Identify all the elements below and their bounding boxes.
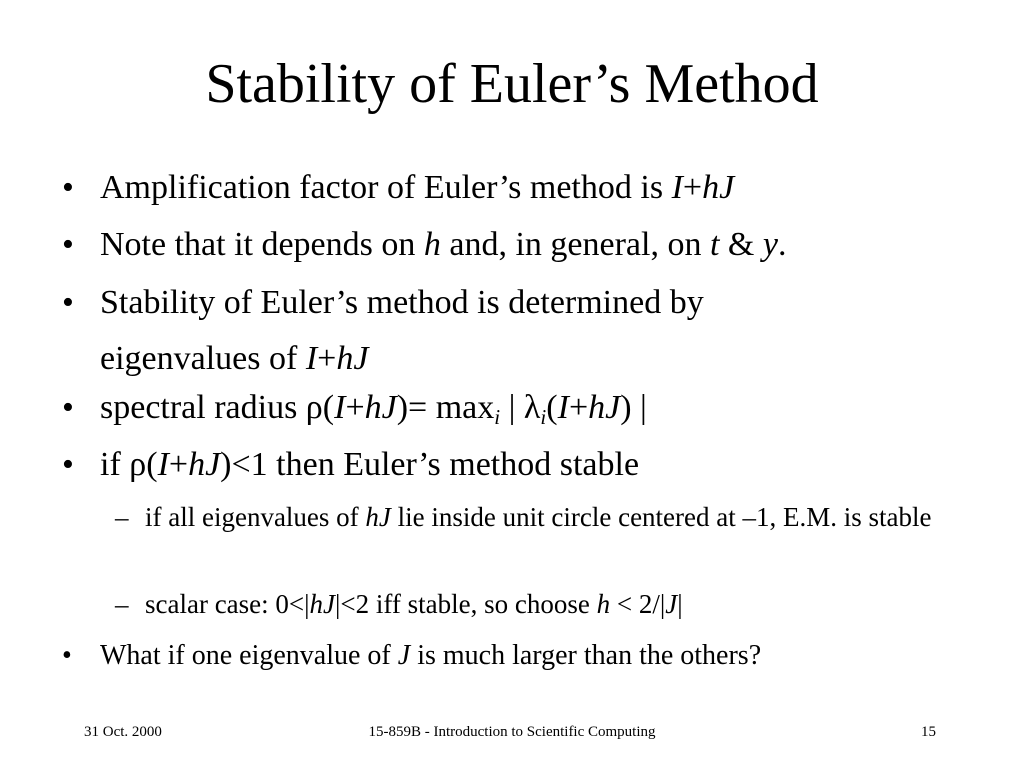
footer-course-title: 15-859B - Introduction to Scientific Computing [368, 724, 656, 740]
bullet-mark: • [62, 446, 74, 483]
sub-bullet-mark: – [115, 589, 129, 619]
footer-date: 31 Oct. 2000 [84, 724, 162, 740]
footer-page-number: 15 [921, 724, 936, 740]
sub-bullet-text: if all eigenvalues of hJ lie inside unit circle centered at –1, E.M. is stable [145, 502, 932, 532]
bullet-text: Stability of Euler’s method is determined by eigenvalues of I+hJ [100, 284, 704, 377]
bullet-text: if ρ(I+hJ)<1 then Euler’s method stable [100, 446, 640, 483]
bullet-mark: • [62, 389, 74, 426]
bullet-text: Note that it depends on h and, in general, on t & y. [100, 226, 787, 263]
sub-bullet-text: scalar case: 0<|hJ|<2 iff stable, so choose h < 2/|J| [145, 589, 683, 619]
bullet-text: Amplification factor of Euler’s method is I+hJ [100, 169, 735, 206]
sub-bullet-mark: – [115, 502, 129, 532]
bullet-text: spectral radius $\rho(I+hJ)= \max_i$ | $\lambda_i(I+hJ)$ | [100, 389, 647, 429]
bullet-mark: • [62, 169, 74, 206]
slide-title: Stability of Euler’s Method [205, 53, 819, 115]
bullet-mark: • [62, 226, 74, 263]
bullet-mark: • [62, 640, 72, 671]
bullet-text: What if one eigenvalue of J is much larger than the others? [100, 640, 762, 671]
bullet-mark: • [62, 284, 74, 321]
